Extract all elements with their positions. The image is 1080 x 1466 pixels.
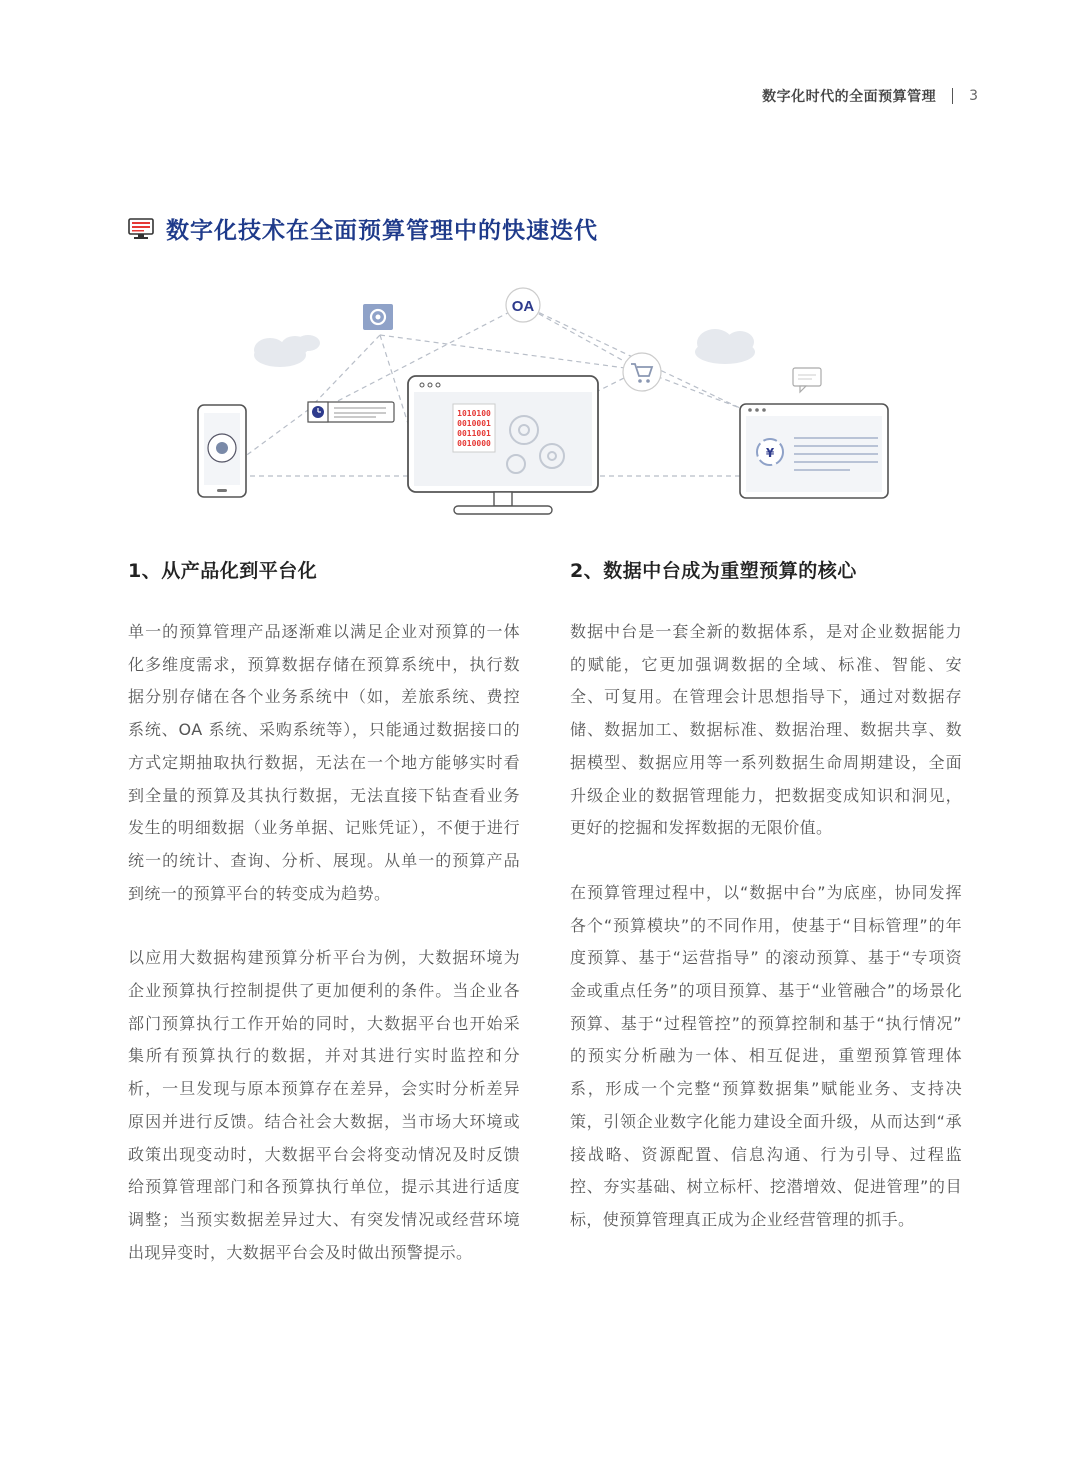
section-heading bbox=[128, 212, 598, 245]
left-paragraph-1: 单一的预算管理产品逐渐难以满足企业对预算的一体化多维度需求，预算数据存储在预算系统中，执行数据分别存储在各个业务系统中（如，差旅系统、费控系统、OA 系统、采购系统等），只能通过数据接口的方式定期抽取执行数据，无法在一个地方能够实时看到全量的预算及其执行数据，无法直接下钻查看业务发生的明细数据（业务单据、记账凭证），不便于进行统一的统计、查询、分析、展现。从单一的预算产品到统一的预算平台的转变成为趋势。 bbox=[128, 622, 520, 903]
right-paragraph-1: 数据中台是一套全新的数据体系，是对企业数据能力的赋能，它更加强调数据的全域、标准、智能、安全、可复用。在管理会计思想指导下，通过对数据存储、数据加工、数据标准、数据治理、数据共享、数据模型、数据应用等一系列数据生命周期建设，全面升级企业的数据管理能力，把数据变成知识和洞见，更好的挖掘和发挥数据的无限价值。 bbox=[570, 622, 962, 838]
oa-bubble bbox=[506, 288, 540, 322]
data-flow-illustration bbox=[180, 280, 900, 530]
left-paragraph-2: 以应用大数据构建预算分析平台为例，大数据环境为企业预算执行控制提供了更加便利的条件。当企业各部门预算执行工作开始的同时，大数据平台也开始采集所有预算执行的数据，并对其进行实时监控和分析，一旦发现与原本预算存在差异，会实时分析差异原因并进行反馈。结合社会大数据，当市场大环境或政策出现变动时，大数据平台会将变动情况及时反馈给预算管理部门和各预算执行单位，提示其进行适度调整；当预实数据差异过大、有突发情况或经营环境出现异变时，大数据平台会及时做出预警提示。 bbox=[128, 948, 520, 1262]
clock-card-icon bbox=[308, 402, 394, 422]
currency-symbol: ¥ bbox=[765, 446, 775, 460]
cloud-icon-left bbox=[254, 335, 320, 367]
document-screen bbox=[740, 404, 888, 498]
right-paragraph-2: 在预算管理过程中，以“数据中台”为底座，协同发挥各个“预算模块”的不同作用，使基于“目标管理”的年度预算、基于“运营指导” 的滚动预算、基于“专项资金或重点任务”的项目预算、基于“业管融合”的场景化预算、基于“过程管控”的预算控制和基于“执行情况” 的预实分析融为一体、相互促进，重塑预算管理体系，形成一个完整“预算数据集”赋能业务、支持决策，引领企业数字化能力建设全面升级，从而达到“承接战略、资源配置、信息沟通、行为引导、过程监控、夯实基础、树立标杆、挖潜增效、促进管理”的目标，使预算管理真正成为企业经营管理的抓手。 bbox=[570, 882, 962, 1229]
section-title: 数字化技术在全面预算管理中的快速迭代 bbox=[166, 218, 598, 244]
document-title: 数字化时代的全面预算管理 bbox=[762, 89, 937, 105]
page-header bbox=[762, 86, 978, 106]
binary-line-1: 1010100 bbox=[457, 409, 491, 418]
page-number: 3 bbox=[969, 88, 978, 104]
monitor-icon bbox=[128, 218, 154, 240]
right-heading: 2、数据中台成为重塑预算的核心 bbox=[570, 560, 857, 582]
chat-bubble-icon bbox=[793, 368, 821, 392]
phone-icon bbox=[198, 405, 246, 497]
binary-line-4: 0010000 bbox=[457, 439, 491, 448]
left-column bbox=[128, 556, 520, 1301]
right-column bbox=[570, 556, 962, 1269]
shopping-cart-icon bbox=[623, 353, 661, 391]
left-heading: 1、从产品化到平台化 bbox=[128, 560, 318, 582]
binary-line-2: 0010001 bbox=[457, 419, 491, 428]
central-monitor bbox=[408, 376, 598, 514]
cloud-icon-right bbox=[695, 329, 755, 364]
settings-icon bbox=[363, 304, 393, 330]
oa-label: OA bbox=[511, 298, 535, 315]
header-divider bbox=[952, 88, 953, 104]
binary-line-3: 0011001 bbox=[457, 429, 491, 438]
